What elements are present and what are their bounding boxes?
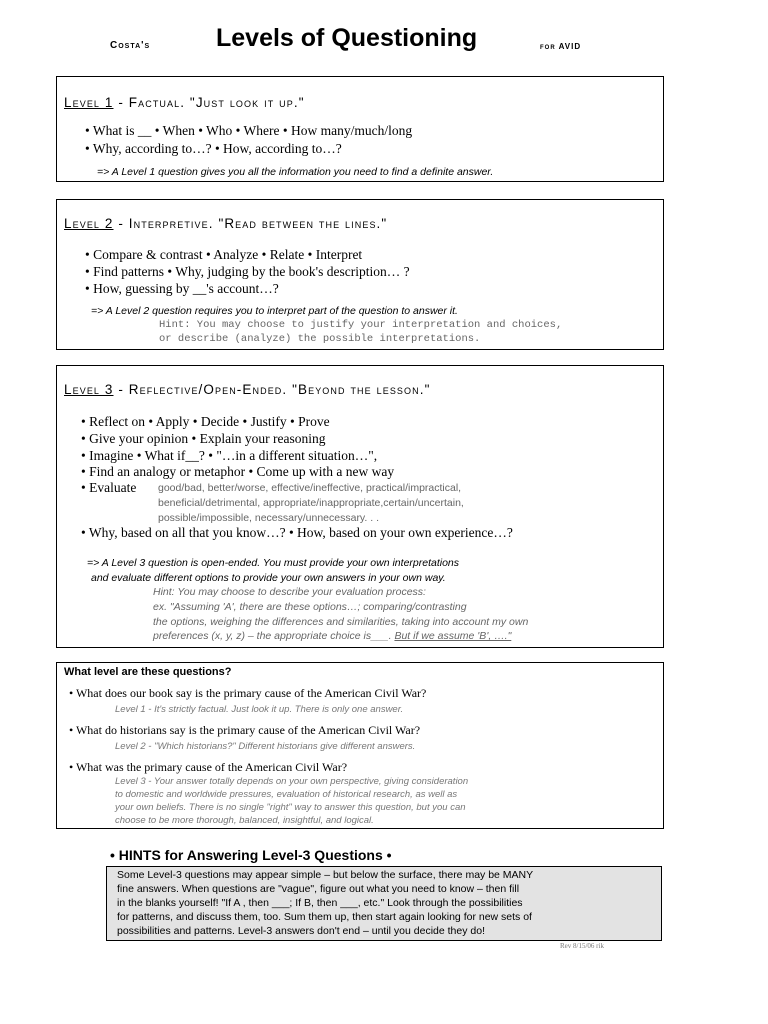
- quiz-question: • What do historians say is the primary cause of the American Civil War?: [69, 723, 421, 737]
- quiz-answer: Level 2 - "Which historians?" Different historians give different answers.: [115, 741, 416, 752]
- hints-line: Some Level-3 questions may appear simple – but below the surface, there may be MANY: [117, 869, 534, 881]
- quiz-question: • What was the primary cause of the American Civil War?: [69, 760, 348, 774]
- level-3-label: Level 3: [64, 382, 114, 397]
- level-3-line: • Give your opinion • Explain your reasoning: [81, 431, 326, 446]
- level-1-note: => A Level 1 question gives you all the information you need to find a definite answer.: [97, 166, 494, 178]
- level-3-hint-text: preferences (x, y, z) – the appropriate choice is___.: [153, 630, 392, 642]
- hints-heading: • HINTS for Answering Level-3 Questions •: [110, 847, 392, 863]
- quiz-title: What level are these questions?: [64, 666, 232, 678]
- quiz-answer: Level 3 - Your answer totally depends on your own perspective, giving consideration: [115, 776, 469, 787]
- header-avid: for AVID: [540, 42, 582, 51]
- level-1-label: Level 1: [64, 95, 114, 110]
- header-costa: Costa's: [110, 40, 151, 51]
- level-2-label: Level 2: [64, 216, 114, 231]
- level-3-box: [56, 365, 664, 648]
- quiz-answer: choose to be more thorough, balanced, insightful, and logical.: [115, 815, 374, 826]
- level-1-heading: [64, 95, 305, 110]
- quiz-answer: your own beliefs. There is no single "right" way to answer this question, but you can: [115, 802, 466, 813]
- level-2-heading: [64, 216, 387, 231]
- level-3-line: • Imagine • What if__? • "…in a different situation…",: [81, 448, 378, 463]
- level-3-line: • Reflect on • Apply • Decide • Justify • Prove: [81, 414, 330, 429]
- quiz-answer: Level 1 - It's strictly factual. Just look it up. There is only one answer.: [115, 704, 404, 715]
- level-2-note: => A Level 2 question requires you to interpret part of the question to answer it.: [91, 305, 458, 317]
- level-2-line: • Compare & contrast • Analyze • Relate • Interpret: [85, 247, 363, 262]
- level-1-box: [56, 76, 664, 182]
- hints-line: possibilities and patterns. Level-3 answers don't end – until you decide they do!: [117, 925, 485, 937]
- level-3-hint: the options, weighing the differences and similarities, taking into account my own: [153, 616, 529, 628]
- level-3-hint: [153, 630, 511, 642]
- page-title: Levels of Questioning: [216, 24, 478, 52]
- level-3-heading: [64, 382, 430, 397]
- level-2-line: • How, guessing by __'s account…?: [85, 281, 279, 296]
- level-1-line: • What is __ • When • Who • Where • How many/much/long: [85, 123, 413, 138]
- level-2-line: • Find patterns • Why, judging by the book's description… ?: [85, 264, 410, 279]
- hints-box: [106, 866, 662, 941]
- level-3-note: => A Level 3 question is open-ended. You must provide your own interpretations: [87, 557, 460, 569]
- level-3-line: • Find an analogy or metaphor • Come up with a new way: [81, 464, 395, 479]
- level-3-evaluate-label: • Evaluate: [81, 480, 137, 495]
- revision-note: Rev 8/15/06 rik: [560, 942, 604, 950]
- level-3-evaluate-terms: possible/impossible, necessary/unnecessary. . .: [158, 512, 379, 524]
- quiz-box: [56, 662, 664, 829]
- quiz-question: • What does our book say is the primary cause of the American Civil War?: [69, 686, 427, 700]
- level-3-last-line: • Why, based on all that you know…? • How, based on your own experience…?: [81, 525, 513, 540]
- level-2-hint: Hint: You may choose to justify your interpretation and choices,: [159, 319, 563, 331]
- level-3-hint: ex. "Assuming 'A', there are these options…; comparing/contrasting: [153, 601, 467, 613]
- level-3-evaluate-terms: beneficial/detrimental, appropriate/inappropriate,certain/uncertain,: [158, 497, 464, 509]
- hints-line: for patterns, and discuss them, too. Sum them up, then start again looking for new sets of: [117, 911, 532, 923]
- level-2-box: [56, 199, 664, 350]
- level-3-hint-tail: But if we assume 'B', ….": [394, 630, 512, 642]
- quiz-answer: to domestic and worldwide pressures, evaluation of historical research, as well as: [115, 789, 458, 800]
- level-3-evaluate-terms: good/bad, better/worse, effective/ineffective, practical/impractical,: [158, 482, 462, 494]
- level-3-heading-text: - Reflective/Open-Ended. "Beyond the lesson.": [113, 382, 431, 397]
- level-3-hint: Hint: You may choose to describe your evaluation process:: [153, 586, 426, 598]
- level-1-heading-text: - Factual. "Just look it up.": [113, 95, 305, 110]
- level-2-hint: or describe (analyze) the possible interpretations.: [159, 333, 481, 345]
- level-3-note: and evaluate different options to provide your own answers in your own way.: [91, 572, 446, 584]
- level-2-heading-text: - Interpretive. "Read between the lines.": [113, 216, 388, 231]
- hints-line: fine answers. When questions are "vague", figure out what you need to know – then fill: [117, 883, 520, 895]
- hints-line: in the blanks yourself! "If A , then ___; If B, then ___, etc." Look through the possibilities: [117, 897, 523, 909]
- level-1-line: • Why, according to…? • How, according to…?: [85, 141, 342, 156]
